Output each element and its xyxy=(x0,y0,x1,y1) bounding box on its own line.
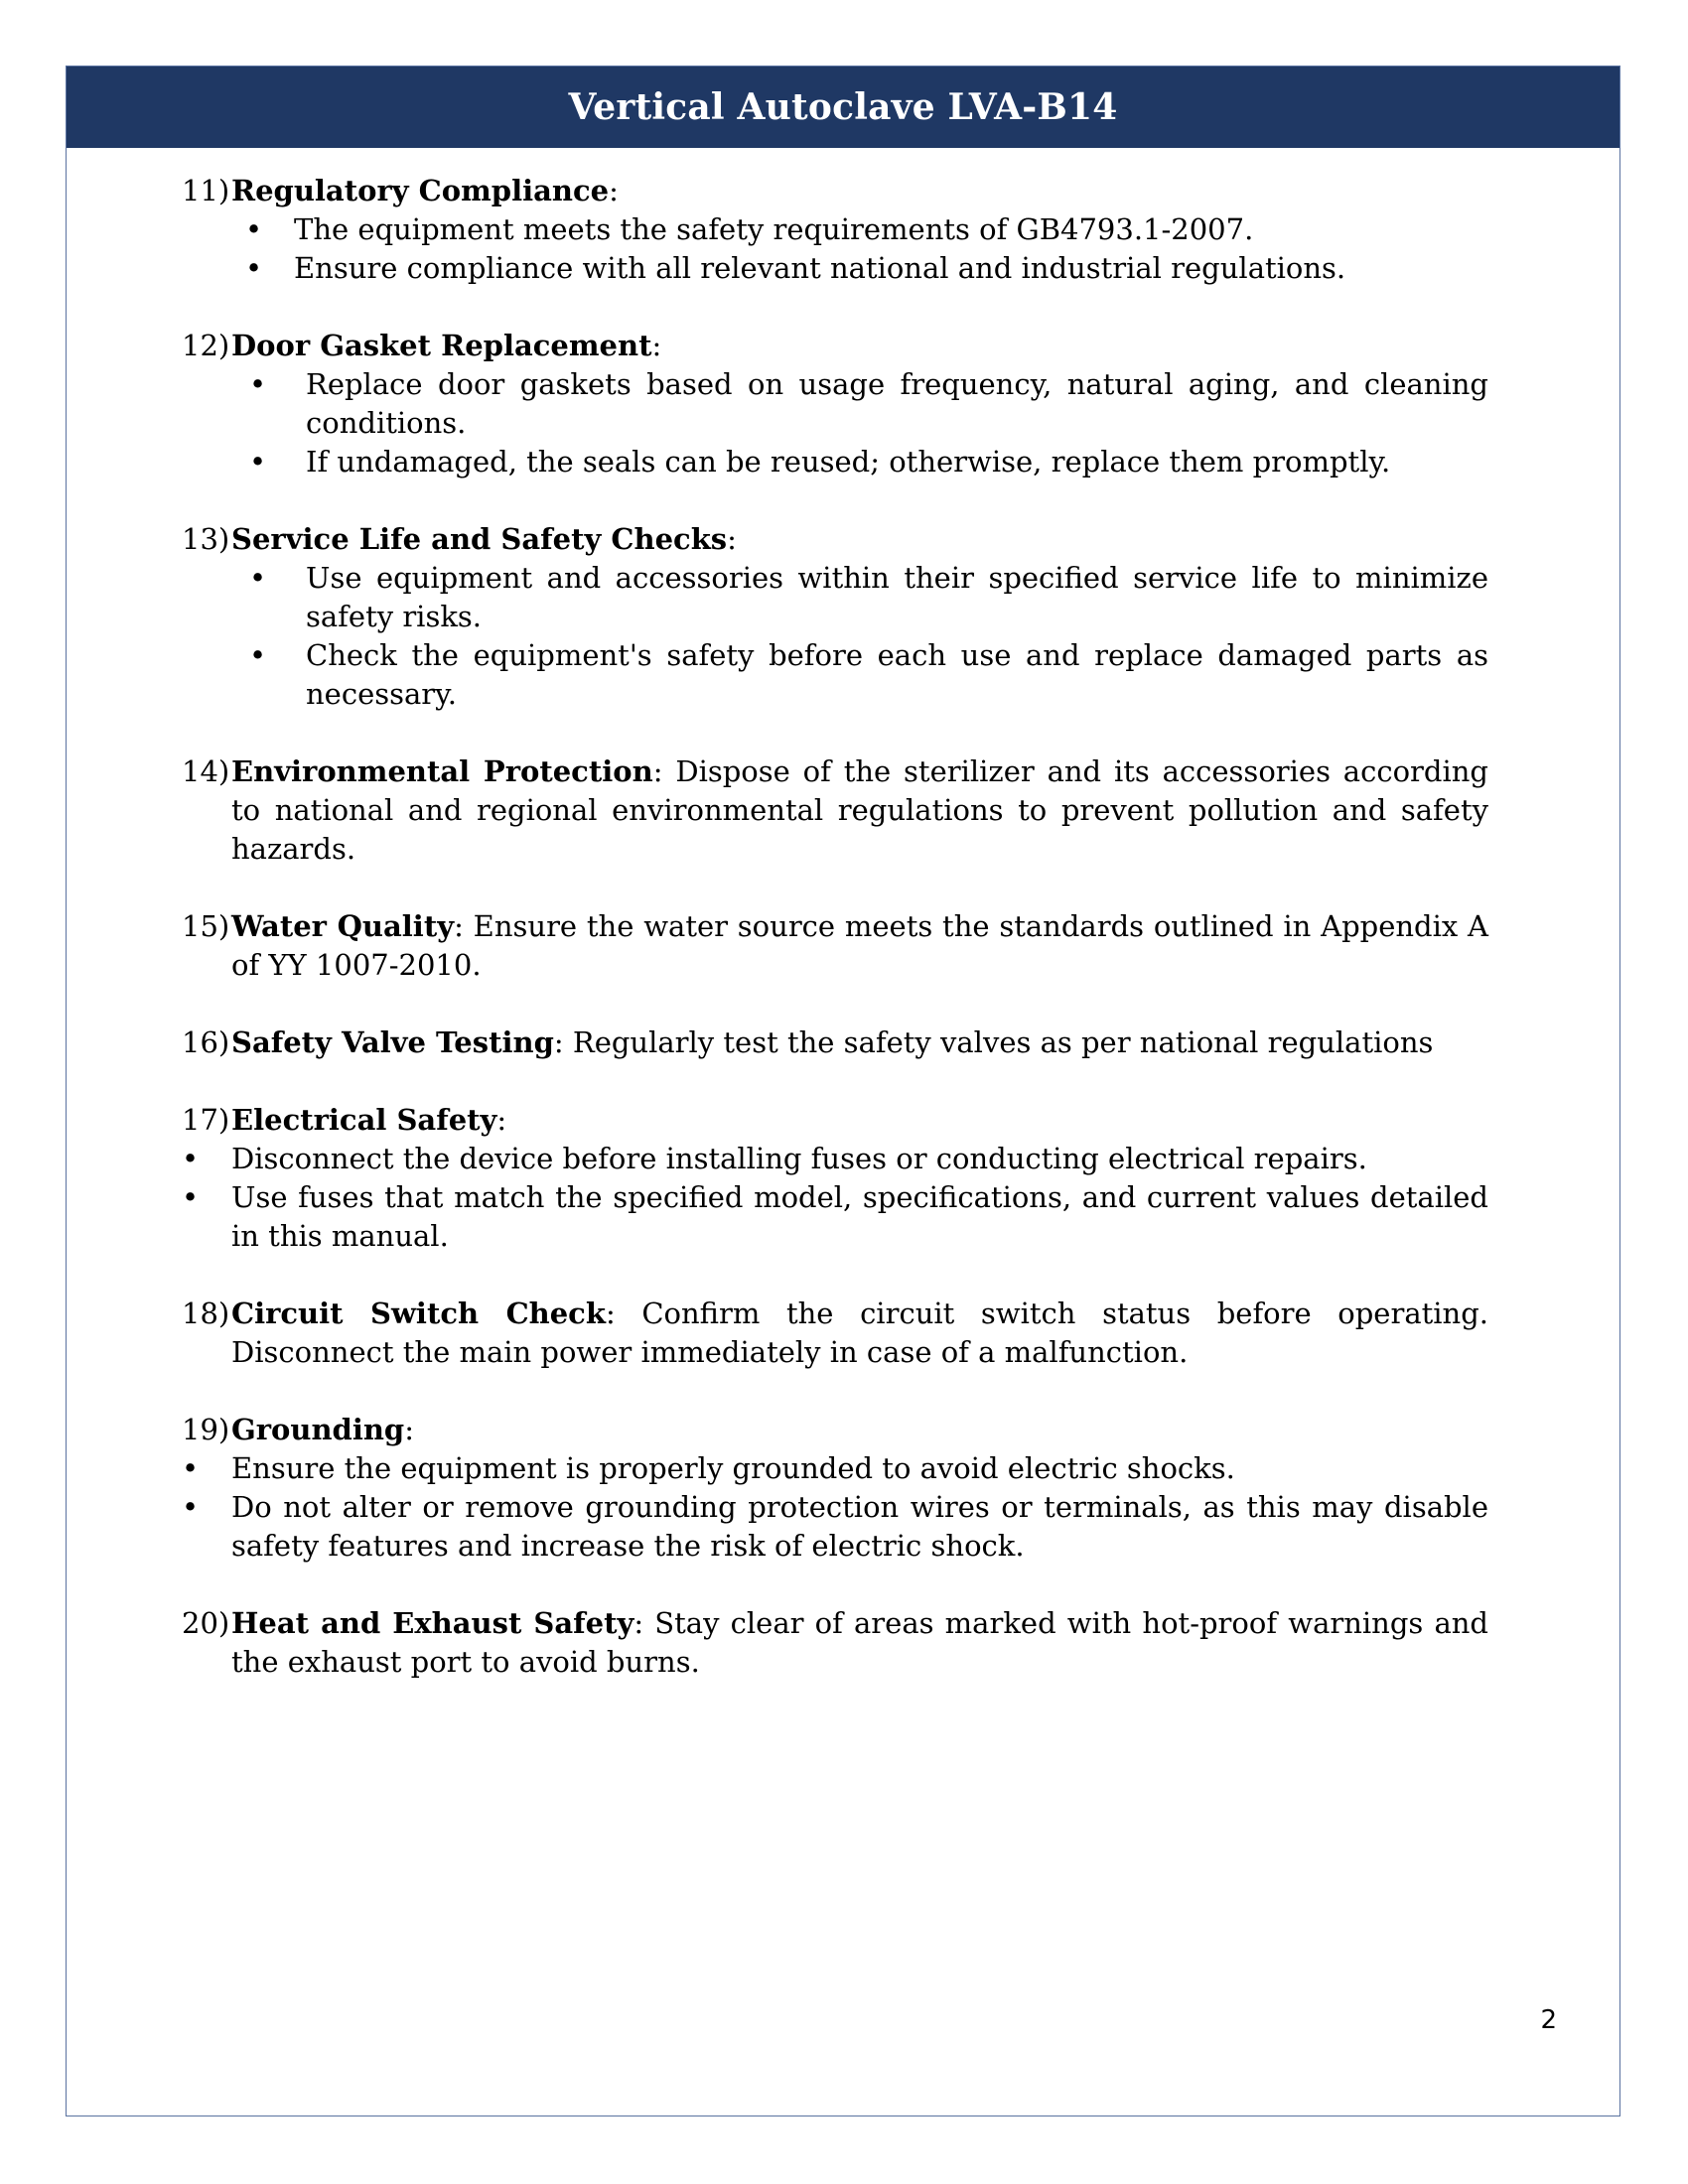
bullet-item: • Use equipment and accessories within their specified service life to minimize safety risks. xyxy=(182,559,1488,636)
list-item-12: 12) Door Gasket Replacement: • Replace door gaskets based on usage frequency, natural aging, and cleaning conditions. • If undamaged, the seals can be reused; otherwise, replace them promptly. xyxy=(182,327,1488,481)
header-bar xyxy=(67,67,1619,148)
item-text: Confirm the circuit switch status before operating. Disconnect the main power immediately in case of a malfunction. xyxy=(231,1297,1488,1369)
item-heading: Environmental Protection xyxy=(231,754,653,788)
item-text: Dispose of the sterilizer and its accessories according to national and regional environmental regulations to prevent pollution and safety hazards. xyxy=(231,754,1488,866)
bullet-item: • Ensure the equipment is properly grounded to avoid electric shocks. xyxy=(182,1449,1488,1488)
item-number: 12) xyxy=(182,329,230,362)
list-item-13: 13) Service Life and Safety Checks: • Use equipment and accessories within their specified service life to minimize safety risks. • Check the equipment's safety before each use and replace damaged parts as necessary. xyxy=(182,520,1488,714)
list-item-20: 20) Heat and Exhaust Safety: Stay clear of areas marked with hot-proof warnings and the exhaust port to avoid burns. xyxy=(182,1604,1488,1682)
item-heading: Grounding xyxy=(231,1413,405,1446)
item-heading: Water Quality xyxy=(231,909,455,943)
item-heading: Heat and Exhaust Safety xyxy=(231,1606,634,1640)
bullet-item: • Disconnect the device before installing fuses or conducting electrical repairs. xyxy=(182,1140,1488,1178)
item-heading: Door Gasket Replacement xyxy=(231,329,652,362)
bullet-item: • Check the equipment's safety before each use and replace damaged parts as necessary. xyxy=(182,636,1488,714)
bullet-item: • Ensure compliance with all relevant national and industrial regulations. xyxy=(182,249,1488,288)
item-heading: Electrical Safety xyxy=(231,1103,497,1137)
item-number: 13) xyxy=(182,522,230,556)
item-number: 15) xyxy=(182,909,230,943)
list-item-18: 18) Circuit Switch Check: Confirm the circuit switch status before operating. Disconnect the main power immediately in case of a malfunction. xyxy=(182,1295,1488,1372)
list-item-17: 17) Electrical Safety: • Disconnect the device before installing fuses or conducting electrical repairs. • Use fuses that match the specified model, specifications, and current values detailed in this manual. xyxy=(182,1101,1488,1256)
list-item-15: 15) Water Quality: Ensure the water source meets the standards outlined in Appendix A of YY 1007-2010. xyxy=(182,907,1488,985)
document-title: Vertical Autoclave LVA-B14 xyxy=(568,86,1118,128)
item-heading: Regulatory Compliance xyxy=(231,174,610,207)
page-number: 2 xyxy=(1540,2005,1557,2035)
item-number: 14) xyxy=(182,754,230,788)
item-text: Stay clear of areas marked with hot-proof warnings and the exhaust port to avoid burns. xyxy=(231,1606,1488,1679)
bullet-item: • If undamaged, the seals can be reused; otherwise, replace them promptly. xyxy=(182,443,1488,481)
item-text: Regularly test the safety valves as per national regulations xyxy=(563,1025,1434,1059)
item-number: 19) xyxy=(182,1413,230,1446)
safety-list xyxy=(182,172,1488,1720)
list-item-14: 14) Environmental Protection: Dispose of the sterilizer and its accessories according to national and regional environmental regulations to prevent pollution and safety hazards. xyxy=(182,752,1488,869)
bullet-item: • The equipment meets the safety requirements of GB4793.1-2007. xyxy=(182,210,1488,249)
item-number: 17) xyxy=(182,1103,230,1137)
bullet-item: • Use fuses that match the specified model, specifications, and current values detailed in this manual. xyxy=(182,1178,1488,1256)
item-number: 18) xyxy=(182,1297,230,1330)
item-text: Ensure the water source meets the standards outlined in Appendix A of YY 1007-2010. xyxy=(231,909,1488,982)
item-heading: Circuit Switch Check xyxy=(231,1297,606,1330)
bullet-item: • Replace door gaskets based on usage frequency, natural aging, and cleaning conditions. xyxy=(182,365,1488,443)
item-number: 16) xyxy=(182,1025,230,1059)
item-heading: Safety Valve Testing xyxy=(231,1025,554,1059)
bullet-item: • Do not alter or remove grounding protection wires or terminals, as this may disable safety features and increase the risk of electric shock. xyxy=(182,1488,1488,1566)
list-item-16: 16) Safety Valve Testing: Regularly test the safety valves as per national regulations xyxy=(182,1024,1488,1062)
item-number: 11) xyxy=(182,174,230,207)
item-number: 20) xyxy=(182,1606,230,1640)
item-heading: Service Life and Safety Checks xyxy=(231,522,728,556)
list-item-19: 19) Grounding: • Ensure the equipment is properly grounded to avoid electric shocks. • Do not alter or remove grounding protection wires or terminals, as this may disable safety features and increase the risk of electric shock. xyxy=(182,1411,1488,1566)
list-item-11: 11) Regulatory Compliance: • The equipment meets the safety requirements of GB4793.1-2007. • Ensure compliance with all relevant national and industrial regulations. xyxy=(182,172,1488,288)
